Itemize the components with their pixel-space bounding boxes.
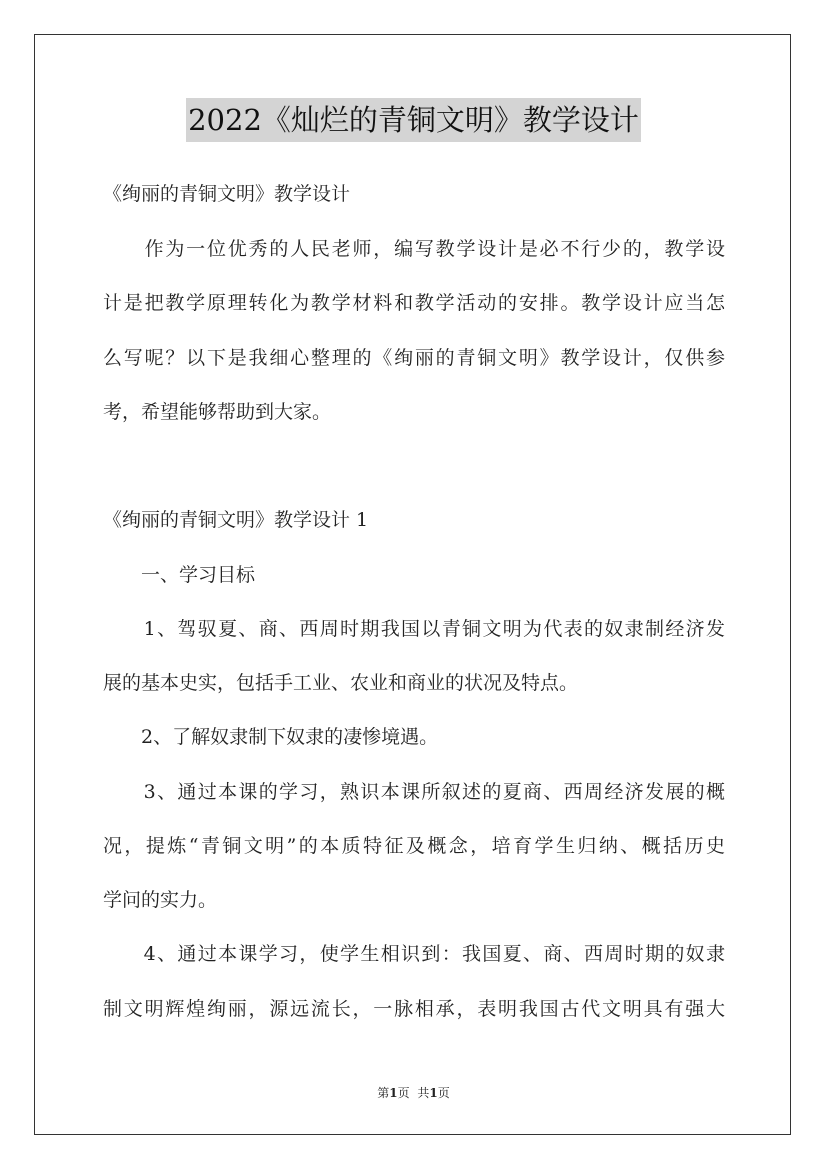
text-line: 作为一位优秀的人民老师，编写教学设计是必不行少的，教学设 (103, 238, 725, 260)
document-title: 2022《灿烂的青铜文明》教学设计 (186, 98, 641, 142)
total-pages: 1 (429, 1086, 438, 1100)
total-prefix: 共 (417, 1086, 430, 1100)
text-line: 计是把教学原理转化为教学材料和教学活动的安排。教学设计应当怎 (103, 292, 725, 314)
subtitle-line: 《绚丽的青铜文明》教学设计 (103, 183, 351, 205)
page-number: 1 (389, 1086, 398, 1100)
text-line: 么写呢？以下是我细心整理的《绚丽的青铜文明》教学设计，仅供参 (103, 347, 725, 369)
text-line: 1、驾驭夏、商、西周时期我国以青铜文明为代表的奴隶制经济发 (103, 618, 725, 640)
title-wrap (0, 98, 827, 142)
text-line: 3、通过本课的学习，熟识本课所叙述的夏商、西周经济发展的概 (103, 781, 725, 803)
text-line: 展的基本史实，包括手工业、农业和商业的状况及特点。 (103, 672, 579, 694)
text-line: 一、学习目标 (103, 564, 256, 586)
section-heading: 《绚丽的青铜文明》教学设计 1 (103, 509, 369, 531)
text-line: 2、了解奴隶制下奴隶的凄惨境遇。 (103, 726, 439, 748)
text-line: 况，提炼“青铜文明”的本质特征及概念，培育学生归纳、概括历史 (103, 835, 725, 857)
page-prefix: 第 (377, 1086, 390, 1100)
page-footer (0, 1084, 827, 1101)
page-suffix: 页 (397, 1086, 410, 1100)
text-line: 学问的实力。 (103, 889, 218, 911)
total-suffix: 页 (437, 1086, 450, 1100)
text-line: 4、通过本课学习，使学生相识到：我国夏、商、西周时期的奴隶 (103, 943, 725, 965)
text-line: 考，希望能够帮助到大家。 (103, 401, 332, 423)
text-line: 制文明辉煌绚丽，源远流长，一脉相承，表明我国古代文明具有强大 (103, 998, 725, 1020)
